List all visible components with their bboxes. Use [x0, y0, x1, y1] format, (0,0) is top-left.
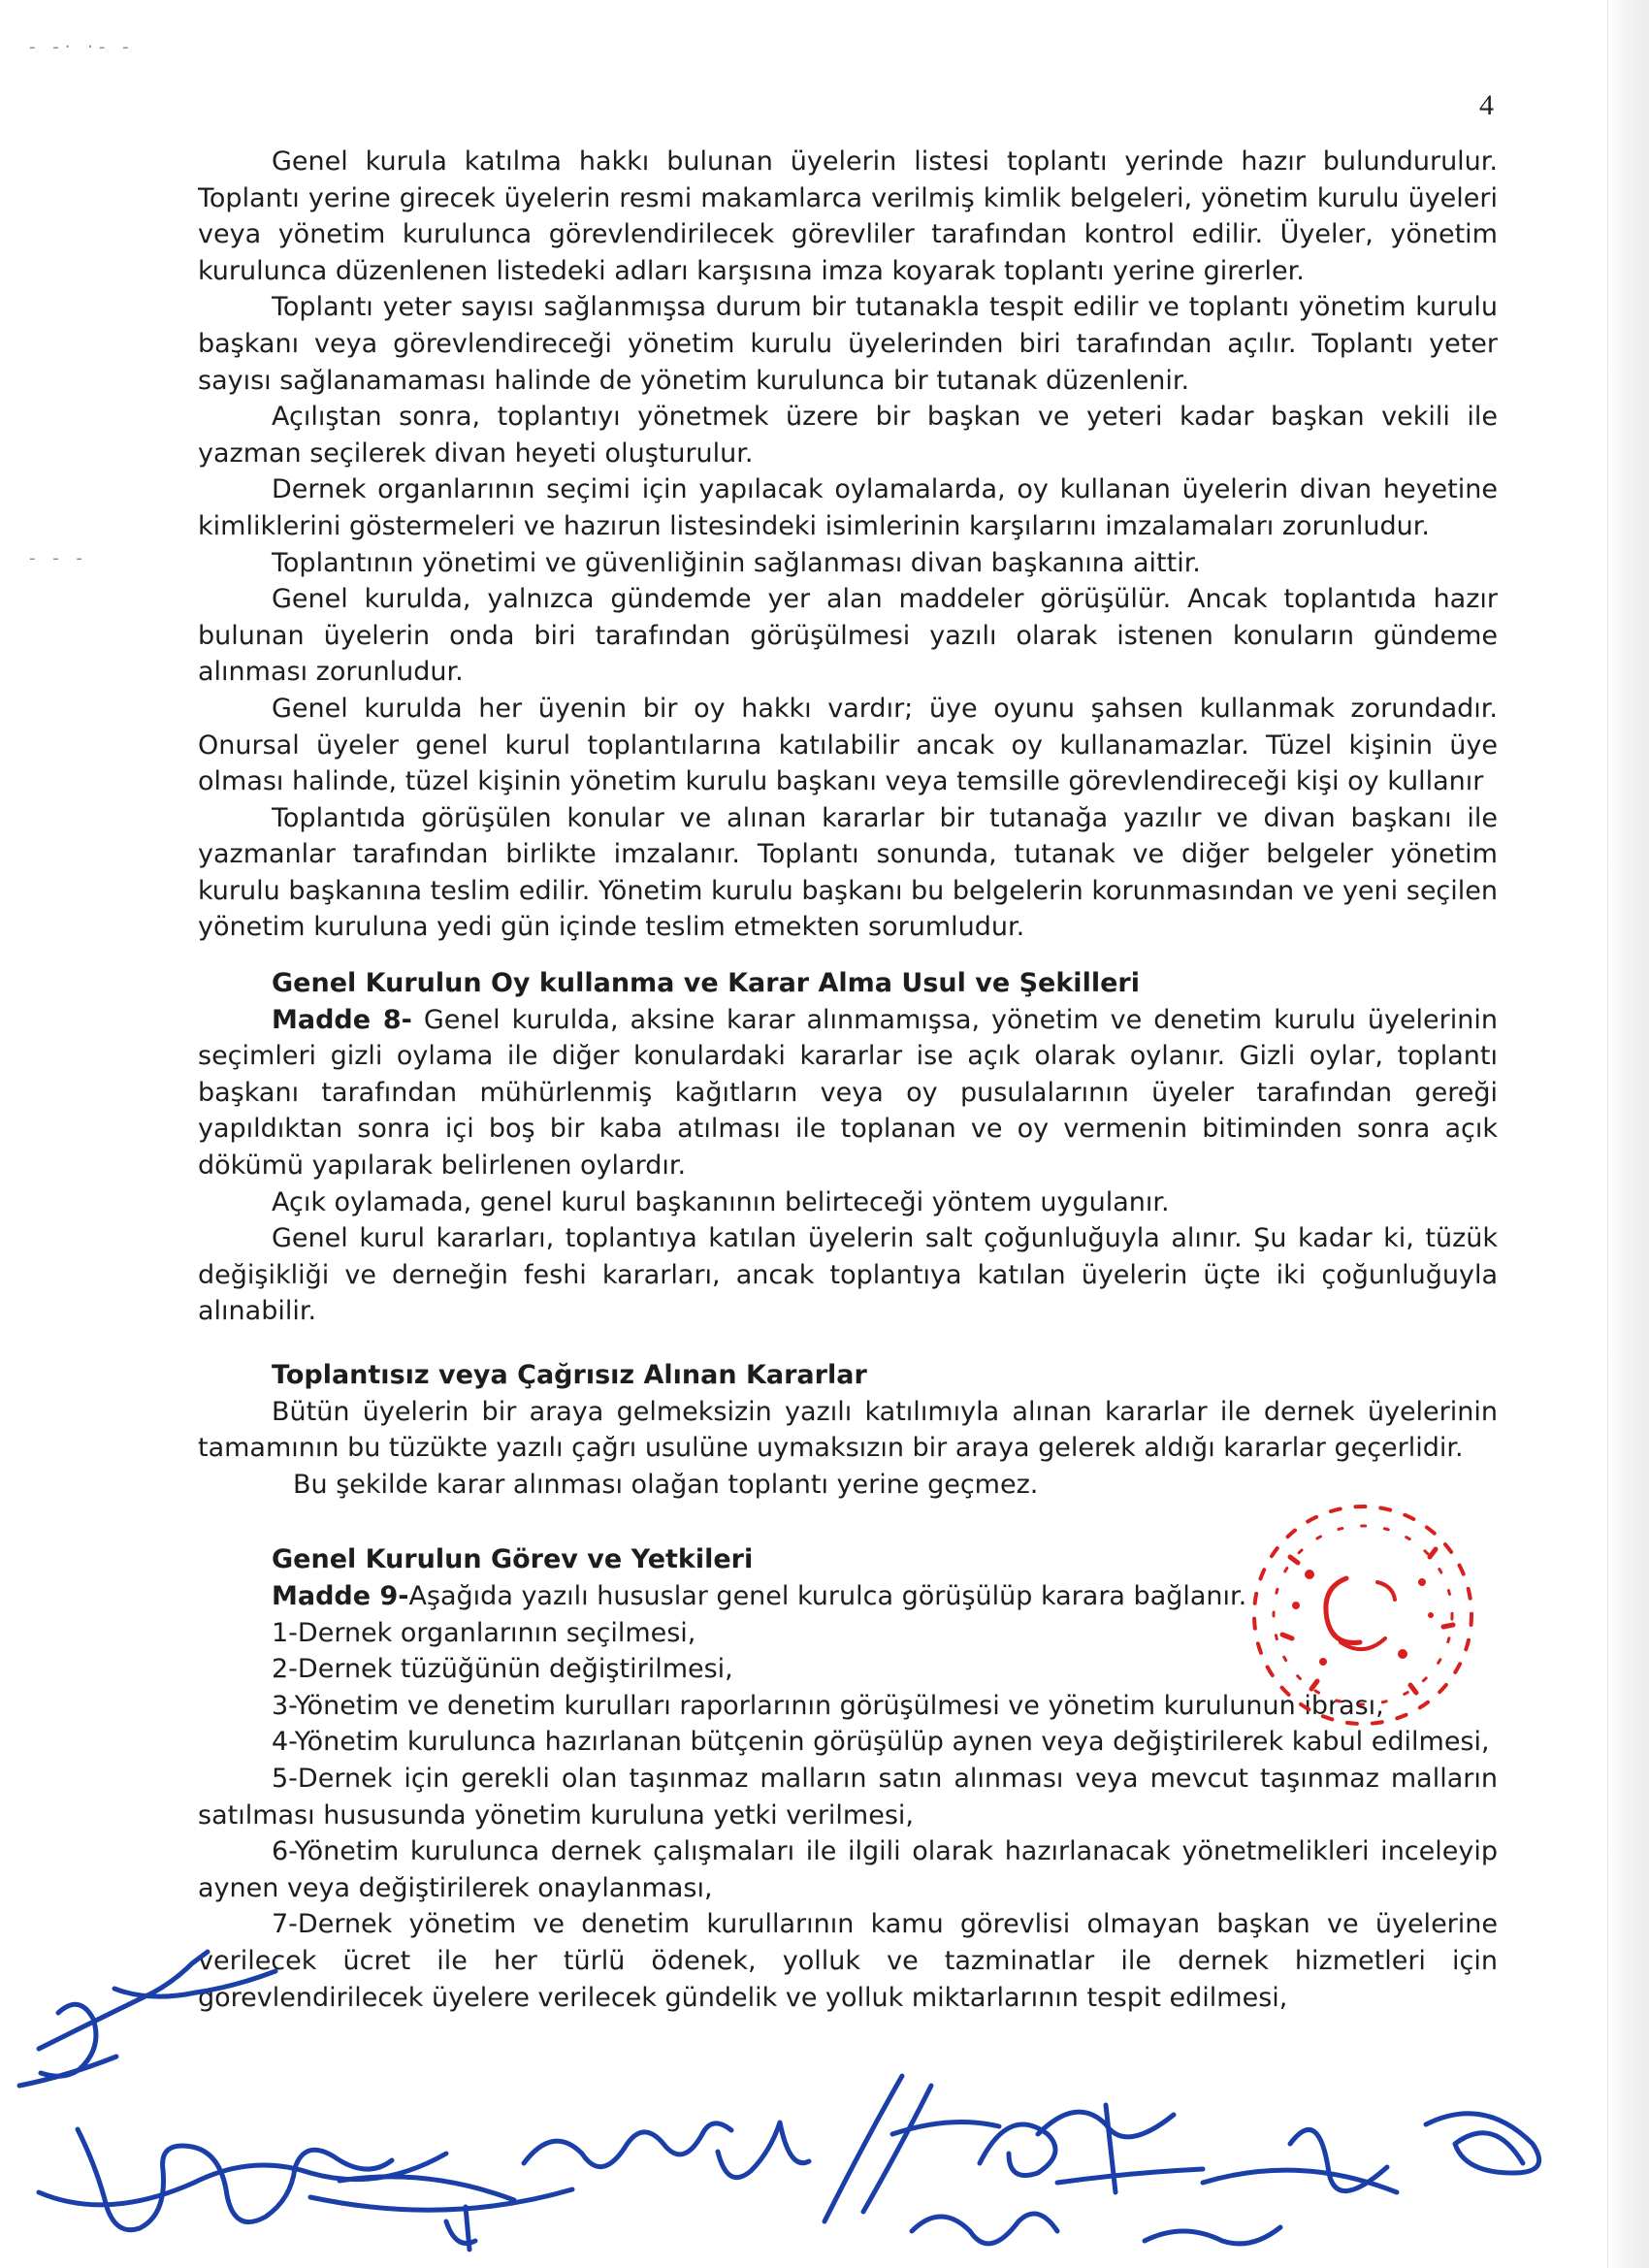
paragraph: Açılıştan sonra, toplantıyı yönetmek üzere bir başkan ve yeteri kadar başkan vekili ile yazman seçilerek divan heyeti oluşturulur.	[198, 402, 1498, 469]
page-number: 4	[1479, 89, 1494, 121]
section-heading: Toplantısız veya Çağrısız Alınan Kararlar	[272, 1360, 867, 1390]
list-item: 7-Dernek yönetim ve denetim kurullarının kamu görevlisi olmayan başkan ve üyelerine verilecek ücret ile her türlü ödenek, yolluk ve tazminatlar ile dernek hizmetleri için görevlendirilecek üyelere verilecek gündelik ve yolluk miktarlarının tespit edilmesi,	[198, 1909, 1498, 2013]
paragraph: Genel kurulda, yalnızca gündemde yer alan maddeler görüşülür. Ancak toplantıda hazır bulunan üyelerin onda biri tarafından görüşülmesi yazılı olarak istenen konuların gündeme alınması zorunludur.	[198, 584, 1498, 688]
page-edge-shadow	[1607, 0, 1649, 2268]
list-item: 5-Dernek için gerekli olan taşınmaz malların satın alınması veya mevcut taşınmaz malların satılması hususunda yönetim kuruluna yetki verilmesi,	[198, 1763, 1498, 1831]
list-item: 6-Yönetim kurulunca dernek çalışmaları ile ilgili olarak hazırlanacak yönetmelikleri inceleyip aynen veya değiştirilerek onaylanması,	[198, 1836, 1498, 1903]
list-item: 1-Dernek organlarının seçilmesi,	[272, 1617, 696, 1648]
list-item: 3-Yönetim ve denetim kurulları raporlarının görüşülmesi ve yönetim kurulunun ibrası,	[272, 1690, 1384, 1721]
paragraph: Toplantı yeter sayısı sağlanmışsa durum bir tutanakla tespit edilir ve toplantı yönetim kurulu başkanı veya görevlendireceği yönetim kurulu üyelerinden biri tarafından açılır. Toplantı yeter sayısı sağlanamaması halinde de yönetim kurulunca bir tutanak düzenlenir.	[198, 292, 1498, 396]
paragraph: Bütün üyelerin bir araya gelmeksizin yazılı katılımıyla alınan kararlar ile dernek üyelerinin tamamının bu tüzükte yazılı çağrı usulüne uymaksızın bir araya gelerek aldığı kararlar geçerlidir.	[198, 1396, 1498, 1464]
section-heading: Genel Kurulun Oy kullanma ve Karar Alma Usul ve Şekilleri	[272, 968, 1140, 999]
article-label: Madde 9-	[272, 1580, 409, 1611]
list-item: 4-Yönetim kurulunca hazırlanan bütçenin görüşülüp aynen veya değiştirilerek kabul edilmesi,	[272, 1727, 1490, 1758]
section-heading: Genel Kurulun Görev ve Yetkileri	[272, 1544, 754, 1575]
paragraph: Genel kurulda her üyenin bir oy hakkı vardır; üye oyunu şahsen kullanmak zorundadır. Onursal üyeler genel kurul toplantılarına katılabilir ancak oy kullanamazlar. Tüzel kişinin üye olması halinde, tüzel kişinin yönetim kurulu başkanı veya temsille görevlendireceği kişi oy kullanır	[198, 693, 1498, 797]
article-label: Madde 8-	[272, 1004, 412, 1035]
paragraph: Dernek organlarının seçimi için yapılacak oylamalarda, oy kullanan üyelerin divan heyetine kimliklerini göstermeleri ve hazırun listesindeki isimlerinin karşılarını imzalamaları zorunludur.	[198, 474, 1498, 541]
red-seal-stamp	[1232, 1489, 1494, 1741]
list-item: 2-Dernek tüzüğünün değiştirilmesi,	[272, 1654, 733, 1685]
paragraph: Genel kurul kararları, toplantıya katılan üyelerin salt çoğunluğuyla alınır. Şu kadar ki, tüzük değişikliği ve derneğin feshi kararları, ancak toplantıya katılan üyelerin üçte iki çoğunluğuyla alınabilir.	[198, 1223, 1498, 1327]
article-paragraph	[198, 1002, 1498, 1184]
article-text: Aşağıda yazılı hususlar genel kurulca görüşülüp karara bağlanır.	[408, 1580, 1247, 1611]
paragraph: Bu şekilde karar alınması olağan toplantı yerine geçmez.	[293, 1469, 1039, 1500]
article-text: Genel kurulda, aksine karar alınmamışsa, yönetim ve denetim kurulu üyelerinin seçimleri gizli oylama ile diğer konulardaki kararlar ise açık olarak oylanır. Gizli oylar, toplantı başkanı tarafından mühürlenmiş kağıtların veya oy pusulalarının üyeler tarafından gereği yapıldıktan sonra içi boş bir kaba atılması ile toplanan ve oy vermenin bitiminden sonra açık dökümü yapılarak belirlenen oylardır.	[198, 1004, 1498, 1182]
paragraph: Genel kurula katılma hakkı bulunan üyelerin listesi toplantı yerinde hazır bulundurulur. Toplantı yerine girecek üyelerin resmi makamlarca verilmiş kimlik belgeleri, yönetim kurulu üyeleri veya yönetim kurulunca görevlendirilecek görevliler tarafından kontrol edilir. Üyeler, yönetim kurulunca düzenlenen listedeki adları karşısına imza koyarak toplantı yerine girerler.	[198, 146, 1498, 286]
scan-specks: - -· ·- -	[29, 37, 135, 57]
paragraph: Açık oylamada, genel kurul başkanının belirteceği yöntem uygulanır.	[272, 1186, 1170, 1217]
paragraph: Toplantının yönetimi ve güvenliğinin sağlanması divan başkanına aittir.	[272, 547, 1201, 578]
paragraph: Toplantıda görüşülen konular ve alınan kararlar bir tutanağa yazılır ve divan başkanı ile yazmanlar tarafından birlikte imzalanır. Toplantı sonunda, tutanak ve diğer belgeler yönetim kurulu başkanına teslim edilir. Yönetim kurulu başkanı bu belgelerin korunmasından ve yeni seçilen yönetim kuruluna yedi gün içinde teslim etmekten sorumludur.	[198, 802, 1498, 943]
scan-specks: - - -	[29, 548, 88, 568]
